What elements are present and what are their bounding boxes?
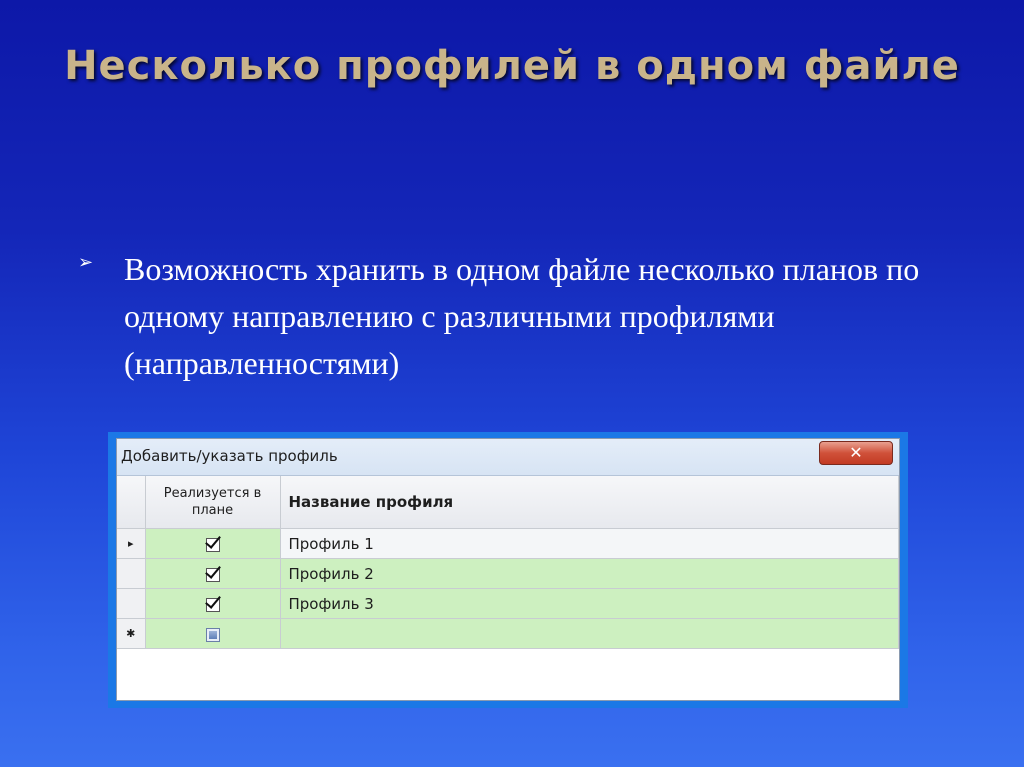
table-row[interactable]	[117, 559, 899, 589]
implemented-checkbox[interactable]	[206, 568, 220, 582]
column-header-profile-name[interactable]: Название профиля	[280, 476, 899, 529]
row-selector-header	[117, 476, 145, 529]
dialog-screenshot-frame	[108, 432, 908, 708]
current-row-arrow-icon[interactable]: ▸	[117, 529, 145, 559]
implemented-checkbox-cell[interactable]	[145, 559, 280, 589]
implemented-checkbox-cell[interactable]	[145, 589, 280, 619]
implemented-checkbox[interactable]	[206, 598, 220, 612]
bullet-arrow-icon: ➢	[78, 252, 94, 273]
row-selector[interactable]	[117, 559, 145, 589]
implemented-checkbox-indeterminate[interactable]	[206, 628, 220, 642]
column-header-implemented[interactable]: Реализуется в плане	[145, 476, 280, 529]
close-icon: ✕	[849, 443, 863, 462]
dialog-title: Добавить/указать профиль	[121, 447, 338, 465]
profiles-grid	[117, 476, 899, 649]
table-row[interactable]	[117, 589, 899, 619]
slide-title: Несколько профилей в одном файле	[64, 43, 960, 89]
profile-name-cell[interactable]: Профиль 1	[280, 529, 899, 559]
close-button[interactable]	[819, 441, 893, 465]
profile-name-cell[interactable]	[280, 619, 899, 649]
profile-name-cell[interactable]: Профиль 2	[280, 559, 899, 589]
table-row[interactable]	[117, 529, 899, 559]
dialog-titlebar	[117, 439, 899, 476]
bullet-text: Возможность хранить в одном файле несколько планов по одному направлению с различными профилями (направленностями)	[124, 251, 920, 381]
profile-name-cell[interactable]: Профиль 3	[280, 589, 899, 619]
row-selector[interactable]	[117, 589, 145, 619]
implemented-checkbox-cell[interactable]	[145, 619, 280, 649]
grid-header-row	[117, 476, 899, 529]
new-row[interactable]	[117, 619, 899, 649]
new-row-asterisk-icon[interactable]: ✱	[117, 619, 145, 649]
implemented-checkbox[interactable]	[206, 538, 220, 552]
implemented-checkbox-cell[interactable]	[145, 529, 280, 559]
add-profile-dialog	[116, 438, 900, 701]
